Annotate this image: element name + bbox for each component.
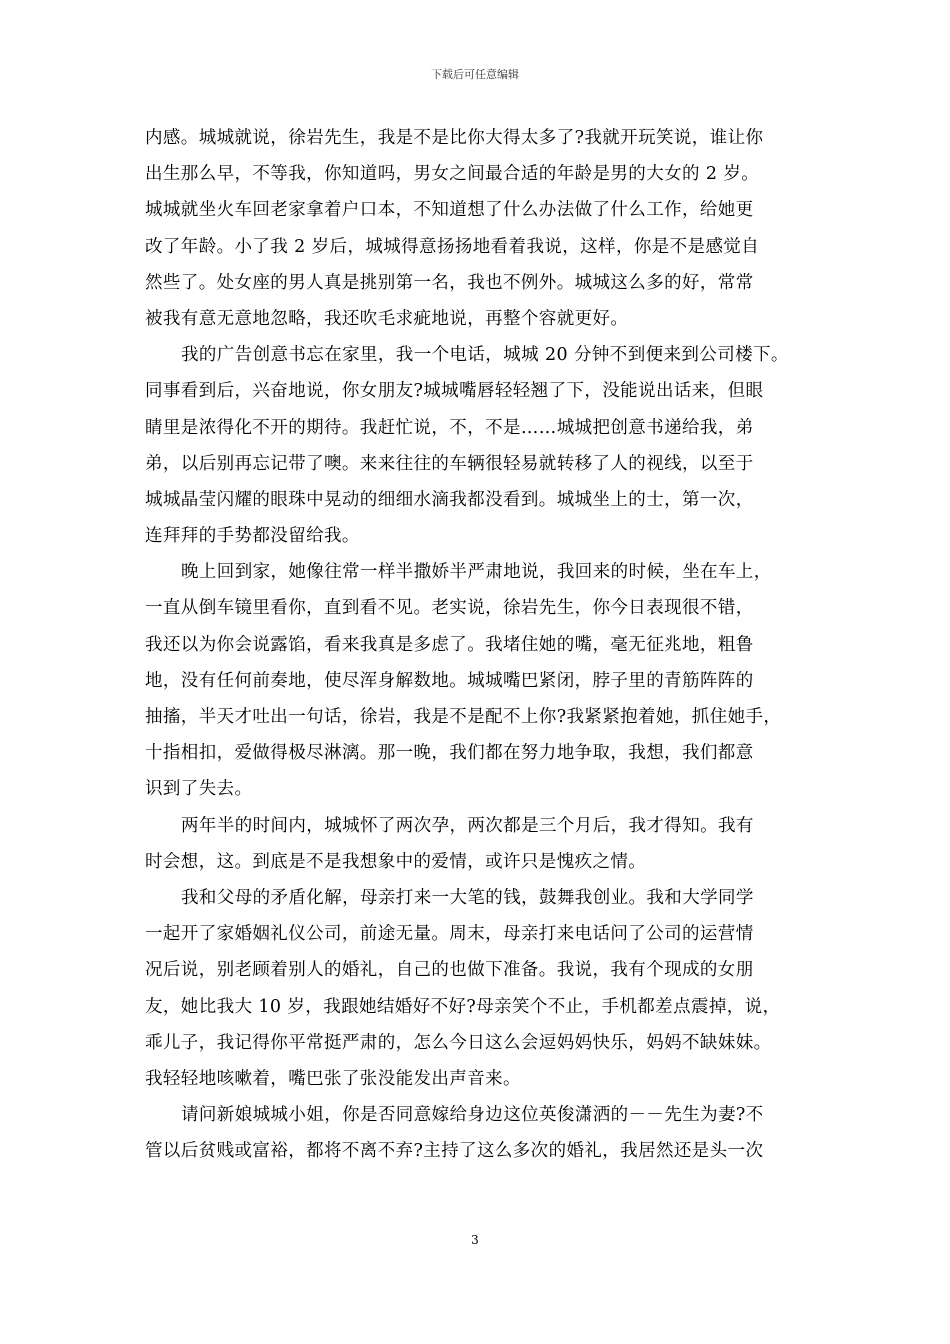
text-line: 一直从倒车镜里看你，直到看不见。老实说，徐岩先生，你今日表现很不错， [145,598,754,619]
text-line: 晚上回到家，她像往常一样半撒娇半严肃地说，我回来的时候，坐在车上， [181,562,772,583]
text-line: 同事看到后，兴奋地说，你女朋友?城城嘴唇轻轻翘了下，没能说出话来，但眼 [145,381,764,402]
document-body [145,120,805,1169]
text-line: 睛里是浓得化不开的期待。我赶忙说，不，不是……城城把创意书递给我，弟 [145,417,754,438]
text-line: 抽搐，半天才吐出一句话，徐岩，我是不是配不上你?我紧紧抱着她，抓住她手， [145,707,782,727]
text-line: 弟，以后别再忘记带了噢。来来往往的车辆很轻易就转移了人的视线，以至于 [145,453,754,474]
text-line: 况后说，别老顾着别人的婚礼，自己的也做下准备。我说，我有个现成的女朋 [145,960,754,981]
text-line: 出生那么早，不等我，你知道吗，男女之间最合适的年龄是男的大女的 2 岁。 [145,164,760,185]
text-line: 城城晶莹闪耀的眼珠中晃动的细细水滴我都没看到。城城坐上的士，第一次， [145,489,754,510]
text-line: 然些了。处女座的男人真是挑别第一名，我也不例外。城城这么多的好，常常 [145,272,754,293]
text-line: 一起开了家婚姻礼仪公司，前途无量。周末，母亲打来电话问了公司的运营情 [145,924,754,945]
page-header: 下载后可任意编辑 [431,68,519,81]
page-number: 3 [471,1233,479,1247]
text-line: 地，没有任何前奏地，使尽浑身解数地。城城嘴巴紧闭，脖子里的青筋阵阵的 [145,670,754,691]
text-line: 乖儿子，我记得你平常挺严肃的，怎么今日这么会逗妈妈快乐，妈妈不缺妹妹。 [145,1032,772,1053]
text-line: 城城就坐火车回老家拿着户口本，不知道想了什么办法做了什么工作，给她更 [145,200,754,221]
text-line: 管以后贫贱或富裕，都将不离不弃?主持了这么多次的婚礼，我居然还是头一次 [145,1141,764,1162]
text-line: 改了年龄。小了我 2 岁后，城城得意扬扬地看着我说，这样，你是不是感觉自 [145,236,760,257]
text-line: 我的广告创意书忘在家里，我一个电话，城城 20 分钟不到便来到公司楼下。 [181,345,789,366]
text-line: 我还以为你会说露馅，看来我真是多虑了。我堵住她的嘴，毫无征兆地，粗鲁 [145,634,754,655]
text-line: 两年半的时间内，城城怀了两次孕，两次都是三个月后，我才得知。我有 [181,815,754,836]
text-line: 十指相扣，爱做得极尽淋漓。那一晚，我们都在努力地争取，我想，我们都意 [145,743,754,764]
text-line: 我和父母的矛盾化解，母亲打来一大笔的钱，鼓舞我创业。我和大学同学 [181,887,754,908]
text-line: 请问新娘城城小姐，你是否同意嫁给身边这位英俊潇洒的－－先生为妻?不 [181,1105,764,1126]
text-line: 内感。城城就说，徐岩先生，我是不是比你大得太多了?我就开玩笑说，谁让你 [145,128,764,148]
text-line: 识到了失去。 [145,779,253,800]
text-line: 时会想，这。到底是不是我想象中的爱情，或许只是愧疚之情。 [145,851,647,872]
text-line: 我轻轻地咳嗽着，嘴巴张了张没能发出声音来。 [145,1068,521,1089]
text-line: 连拜拜的手势都没留给我。 [145,526,360,547]
text-line: 友，她比我大 10 岁，我跟她结婚好不好?母亲笑个不止，手机都差点震掉，说， [145,996,781,1017]
text-line: 被我有意无意地忽略，我还吹毛求疵地说，再整个容就更好。 [145,308,629,329]
